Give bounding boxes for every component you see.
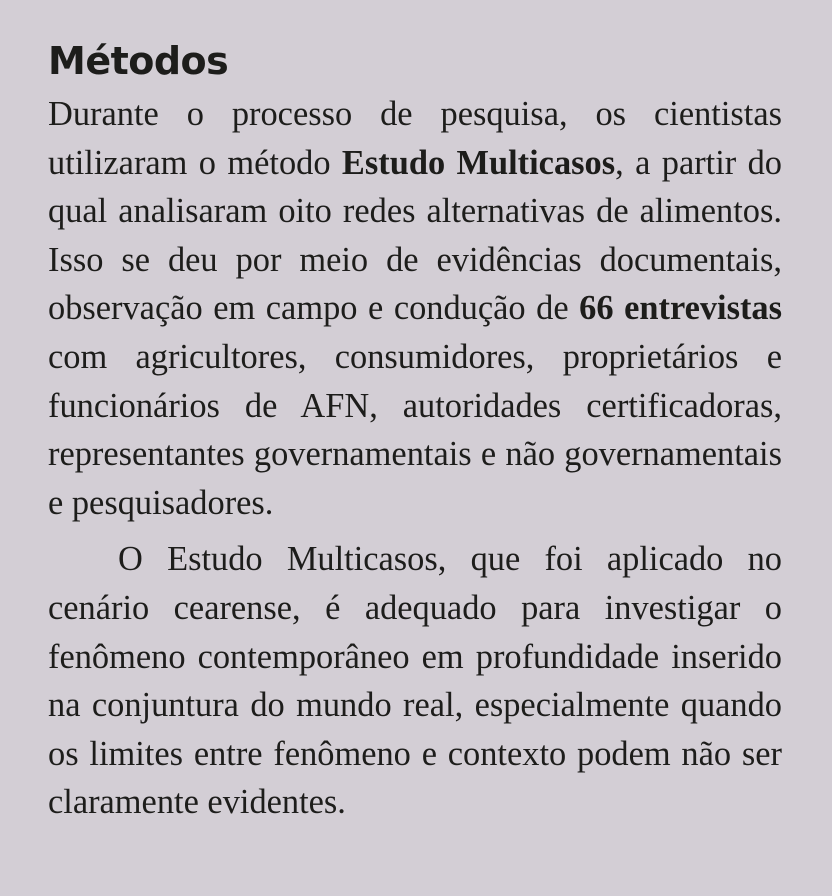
paragraph-1-text-a: Durante o processo de pesquisa, os cientistas utilizaram o método — [48, 95, 782, 182]
section-title: Métodos — [48, 39, 229, 83]
methods-paragraph-1 — [48, 90, 782, 527]
method-name-bold: Estudo Multicasos — [341, 143, 616, 182]
paragraph-1-text-b: , a partir do qual analisaram oito redes alternativas de alimentos. Isso se deu por meio de evidências documentais, observação em campo e condução de — [48, 143, 782, 328]
methods-paragraph-2: O Estudo Multicasos, que foi aplicado no cenário cearense, é adequado para investigar o fenômeno contemporâneo em profundidade inserido na conjuntura do mundo real, especialmente quando os limites entre fenômeno e contexto podem não ser claramente evidentes. — [48, 540, 782, 822]
interview-count-bold: 66 entrevistas — [579, 289, 783, 328]
paragraph-1-text-c: com agricultores, consumidores, proprietários e funcionários de AFN, autoridades certificadoras, representantes governamentais e não governamentais e pesquisadores. — [48, 337, 782, 522]
